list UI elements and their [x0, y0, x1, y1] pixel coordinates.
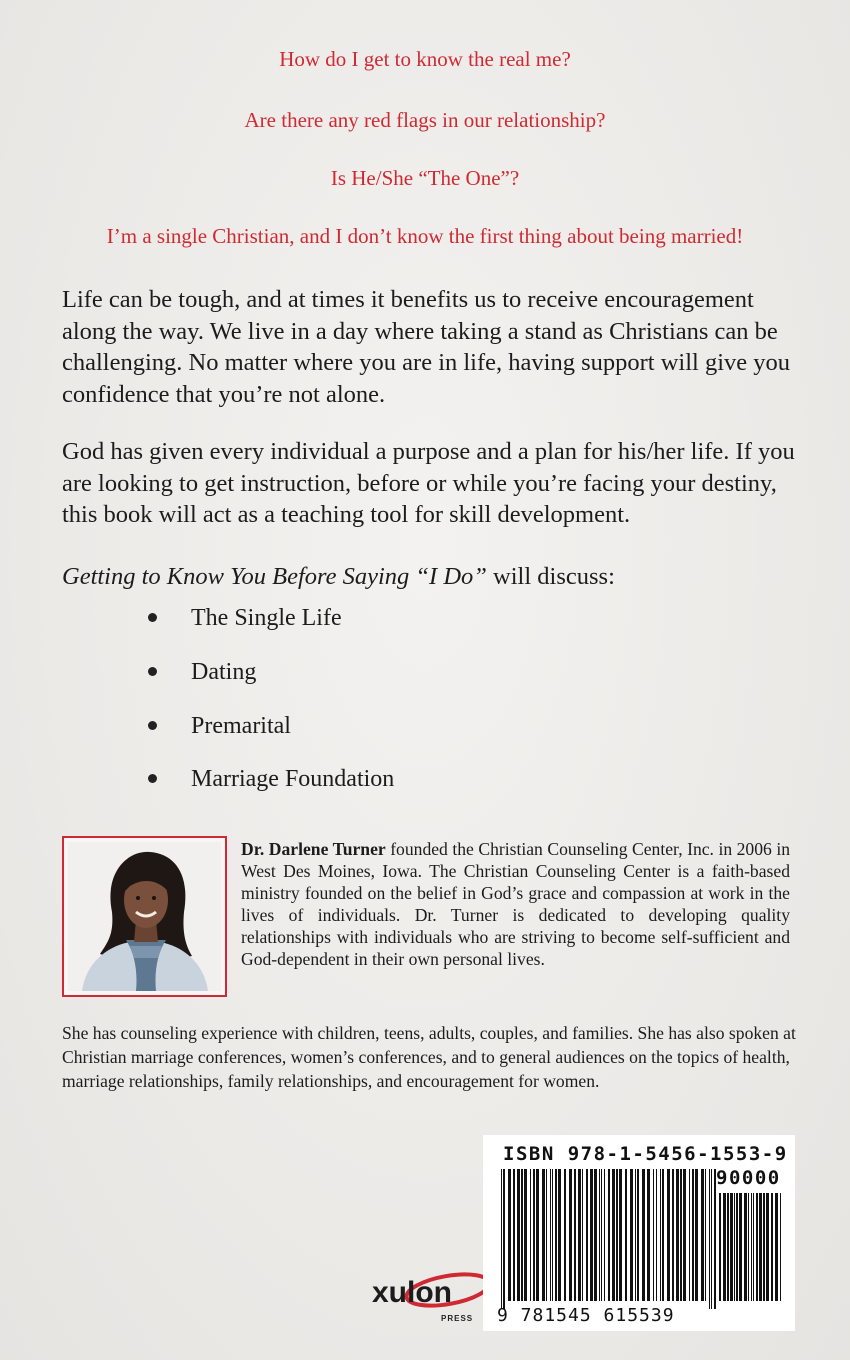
author-portrait-icon: [68, 842, 221, 991]
barcode-bar: [701, 1169, 704, 1301]
bullet-icon: [148, 774, 157, 783]
barcode-bar: [667, 1169, 670, 1301]
barcode-bar: [763, 1193, 765, 1301]
price-code: 90000: [716, 1167, 781, 1189]
barcode-bar: [508, 1169, 511, 1301]
publisher-logo-text: xulon: [372, 1276, 452, 1309]
topic-item: [148, 657, 256, 687]
barcode-bar: [608, 1169, 610, 1301]
barcode-bar: [536, 1169, 539, 1301]
barcode-bar: [558, 1169, 561, 1301]
barcode-bar: [501, 1169, 502, 1309]
question-real-me: How do I get to know the real me?: [279, 47, 571, 71]
author-bio-text: founded the Christian Counseling Center, Inc. in 2006 in West Des Moines, Iowa. The Christian Counseling Center is a faith-based ministry founded on the belief in God’s grace and compassion at work in the lives of individuals. Dr. Turner is dedicated to developing quality relationships with individuals who are striving to become self-sufficient and God-dependent in their own personal lives.: [241, 839, 790, 969]
paragraph-encouragement: Life can be tough, and at times it benefits us to receive encouragement along the way. We live in a day where taking a stand as Christians can be challenging. No matter where you are in life, having support will give you confidence that you’re not alone.: [62, 286, 791, 408]
isbn-barcode: [483, 1135, 795, 1331]
topics-intro-suffix: will discuss:: [486, 563, 615, 590]
barcode-bar: [552, 1169, 553, 1301]
barcode-bar: [517, 1169, 520, 1301]
barcode-bar: [744, 1193, 747, 1301]
barcode-bar: [647, 1169, 650, 1301]
barcode-bar: [521, 1169, 523, 1301]
bullet-icon: [148, 613, 157, 622]
barcode-bar: [578, 1169, 581, 1301]
barcode-bar: [564, 1169, 566, 1301]
barcode-bar: [612, 1169, 615, 1301]
barcode-bar: [692, 1169, 694, 1301]
barcode-bar: [730, 1193, 733, 1301]
barcode-bar: [756, 1193, 758, 1301]
barcode-bar: [689, 1169, 690, 1301]
question-the-one: Is He/She “The One”?: [330, 166, 520, 190]
barcode-bar: [582, 1169, 583, 1301]
barcode-bar: [635, 1169, 636, 1301]
barcode-digits: 9 781545 615539: [497, 1305, 675, 1326]
barcode-bar: [642, 1169, 645, 1301]
barcode-bar: [711, 1169, 712, 1309]
publisher-logo: [368, 1262, 492, 1324]
barcode-bars: [483, 1135, 795, 1331]
barcode-bar: [775, 1193, 778, 1301]
barcode-bar: [753, 1193, 754, 1301]
barcode-bar: [604, 1169, 605, 1301]
topic-label: Dating: [191, 659, 257, 685]
barcode-bar: [771, 1193, 773, 1301]
barcode-bar: [616, 1169, 618, 1301]
barcode-bar: [601, 1169, 602, 1301]
book-title: Getting to Know You Before Saying “I Do”: [62, 563, 487, 590]
author-bio: [241, 838, 790, 970]
barcode-bar: [524, 1169, 527, 1301]
barcode-bar: [513, 1169, 515, 1301]
barcode-bar: [736, 1193, 738, 1301]
author-photo: [62, 836, 227, 997]
barcode-bar: [656, 1169, 657, 1301]
barcode-bar: [574, 1169, 576, 1301]
topic-item: [148, 603, 342, 633]
barcode-bar: [637, 1169, 639, 1301]
barcode-bar: [546, 1169, 547, 1301]
barcode-bar: [586, 1169, 588, 1301]
barcode-bar: [676, 1169, 679, 1301]
topic-item: [148, 711, 291, 741]
barcode-bar: [555, 1169, 557, 1301]
question-red-flags: Are there any red flags in our relationship?: [244, 108, 606, 132]
topic-item: [148, 764, 394, 794]
barcode-bar: [599, 1169, 600, 1301]
barcode-bar: [660, 1169, 661, 1301]
barcode-bar: [766, 1193, 769, 1301]
barcode-bar: [734, 1193, 735, 1301]
barcode-bar: [653, 1169, 654, 1301]
barcode-bar: [739, 1193, 742, 1301]
barcode-bar: [723, 1193, 726, 1301]
barcode-bar: [672, 1169, 674, 1301]
barcode-bar: [569, 1169, 572, 1301]
barcode-bar: [709, 1169, 710, 1309]
topics-intro: [62, 562, 802, 592]
barcode-bar: [780, 1193, 781, 1301]
barcode-bar: [625, 1169, 627, 1301]
topic-label: Premarital: [191, 713, 291, 739]
isbn-text: ISBN 978-1-5456-1553-9: [503, 1143, 788, 1165]
barcode-bar: [503, 1169, 505, 1309]
barcode-bar: [705, 1169, 706, 1301]
author-experience: She has counseling experience with children, teens, adults, couples, and families. She has also spoken at Christian marriage conferences, women’s conferences, and to general audiences on the topics of health, marriage relationships, family relationships, and encouragement for women.: [62, 1023, 796, 1091]
bullet-icon: [148, 721, 157, 730]
publisher-name: PRESS: [441, 1314, 474, 1323]
barcode-bar: [719, 1193, 721, 1301]
barcode-bar: [630, 1169, 633, 1301]
topic-label: The Single Life: [191, 605, 342, 631]
barcode-bar: [683, 1169, 686, 1301]
barcode-bar: [542, 1169, 545, 1301]
barcode-bar: [695, 1169, 698, 1301]
topic-label: Marriage Foundation: [191, 766, 395, 792]
barcode-bar: [759, 1193, 762, 1301]
bullet-icon: [148, 667, 157, 676]
barcode-bar: [530, 1169, 531, 1301]
paragraph-purpose: God has given every individual a purpose and a plan for his/her life. If you are looking to get instruction, before or while you’re facing your destiny, this book will act as a teaching tool for skill development.: [62, 438, 795, 528]
author-name: Dr. Darlene Turner: [241, 839, 386, 859]
barcode-bar: [662, 1169, 664, 1301]
barcode-bar: [751, 1193, 752, 1301]
barcode-bar: [590, 1169, 593, 1301]
barcode-bar: [714, 1169, 716, 1309]
barcode-bar: [550, 1169, 551, 1301]
barcode-bar: [727, 1193, 729, 1301]
question-single-christian: I’m a single Christian, and I don’t know the first thing about being married!: [106, 224, 744, 248]
barcode-bar: [594, 1169, 597, 1301]
barcode-bar: [680, 1169, 682, 1301]
barcode-bar: [619, 1169, 622, 1301]
barcode-bar: [748, 1193, 749, 1301]
barcode-bar: [533, 1169, 535, 1301]
